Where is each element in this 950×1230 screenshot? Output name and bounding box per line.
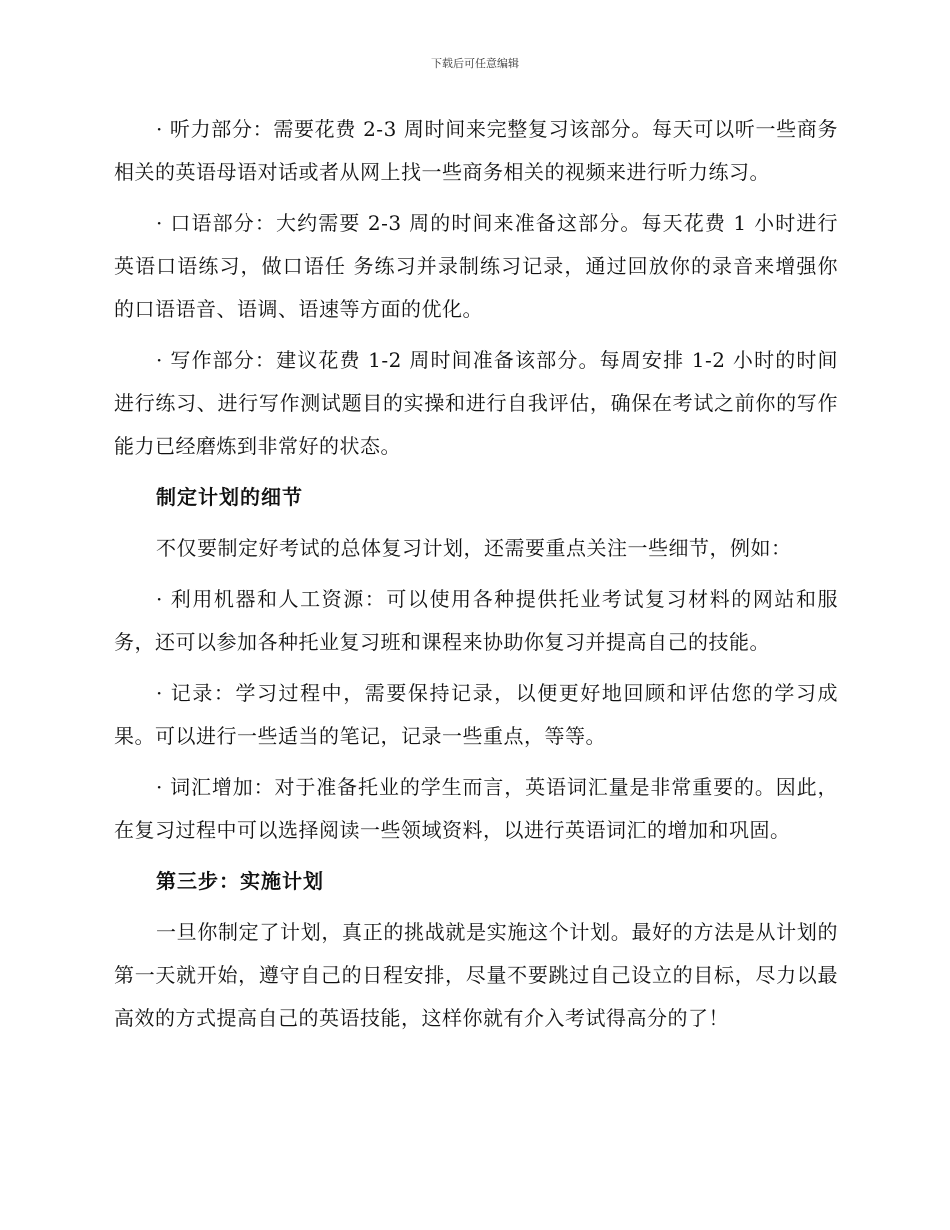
paragraph-gap	[114, 758, 838, 766]
paragraph-gap	[114, 903, 838, 911]
paragraph-gap	[114, 664, 838, 672]
paragraph-implementation: 一旦你制定了计划，真正的挑战就是实施这个计划。最好的方法是从计划的第一天就开始，遵守自己的日程安排，尽量不要跳过自己设立的目标，尽力以最高效的方式提高自己的英语技能，这样你就有介入考试得高分的了！	[114, 920, 838, 1030]
section-heading-step-three: 第三步：实施计划	[156, 869, 324, 893]
paragraph-speaking: · 口语部分：大约需要 2-3 周的时间来准备这部分。每天花费 1 小时进行英语口语练习，做口语任 务练习并录制练习记录，通过回放你的录音来增强你的口语语音、语调、语速等方面的优化。	[114, 211, 838, 321]
paragraph-gap	[114, 519, 838, 527]
paragraph-gap	[114, 331, 838, 339]
paragraph-resources: · 利用机器和人工资源：可以使用各种提供托业考试复习材料的网站和服务，还可以参加各种托业复习班和课程来协助你复习并提高自己的技能。	[114, 587, 838, 654]
section-heading-plan-details: 制定计划的细节	[156, 485, 303, 509]
paragraph-gap	[114, 852, 838, 860]
page-header: 下载后可任意编辑	[431, 57, 519, 70]
paragraph-gap	[114, 570, 838, 578]
paragraph-gap	[114, 468, 838, 476]
paragraph-listening: · 听力部分：需要花费 2-3 周时间来完整复习该部分。每天可以听一些商务相关的英语母语对话或者从网上找一些商务相关的视频来进行听力练习。	[114, 117, 838, 184]
document-body	[114, 108, 838, 1040]
paragraph-vocabulary: · 词汇增加：对于准备托业的学生而言，英语词汇量是非常重要的。因此，在复习过程中可以选择阅读一些领域资料，以进行英语词汇的增加和巩固。	[114, 775, 838, 842]
paragraph-details-intro: 不仅要制定好考试的总体复习计划，还需要重点关注一些细节，例如：	[156, 536, 792, 560]
paragraph-writing: · 写作部分：建议花费 1-2 周时间准备该部分。每周安排 1-2 小时的时间进行练习、进行写作测试题目的实操和进行自我评估，确保在考试之前你的写作能力已经磨炼到非常好的状态。	[114, 348, 838, 458]
paragraph-records: · 记录：学习过程中，需要保持记录，以便更好地回顾和评估您的学习成果。可以进行一些适当的笔记，记录一些重点，等等。	[114, 681, 838, 748]
paragraph-gap	[114, 194, 838, 202]
